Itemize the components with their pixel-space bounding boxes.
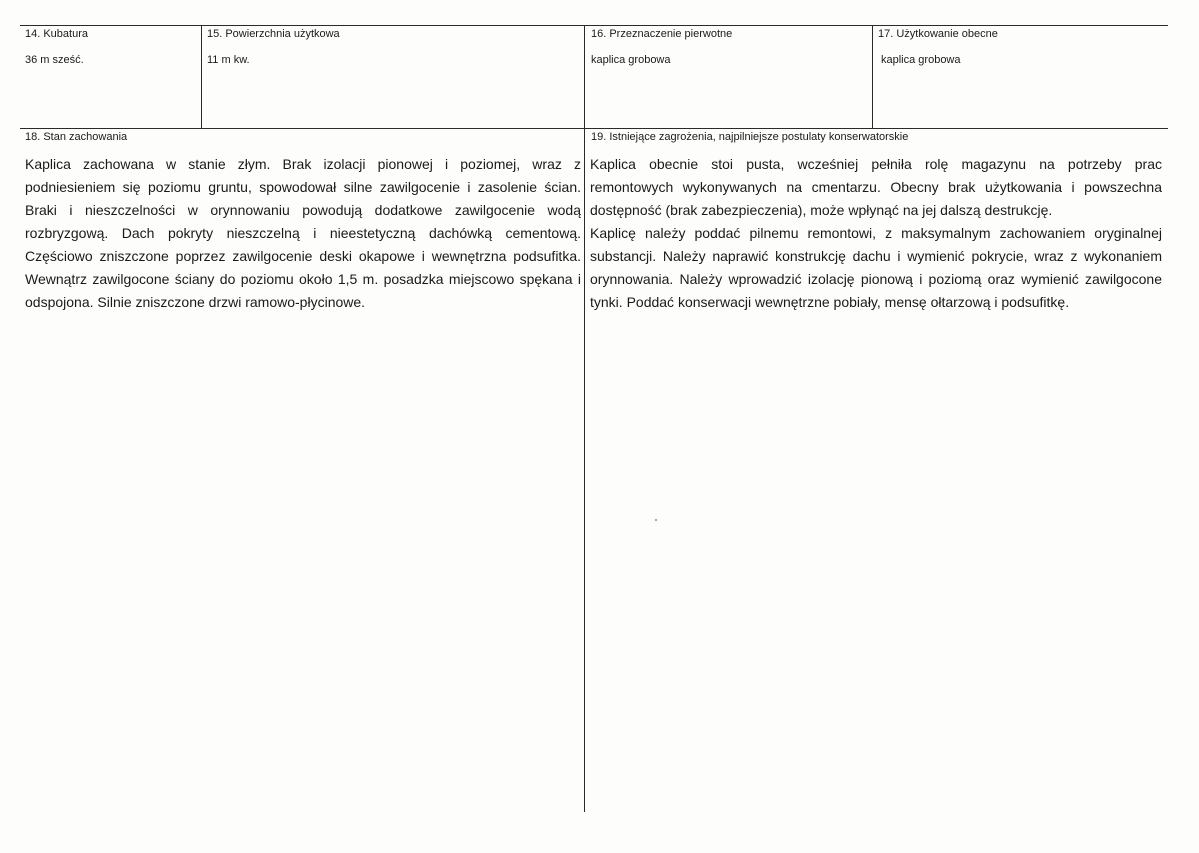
cell-18-line: Częściowo zniszczone poprzez zawilgocenie deski okapowe i wewnętrzna podsufitka. <box>25 248 581 264</box>
cell-19-line: dostępność (brak zabezpieczenia), może wpłynąć na jej dalszą destrukcję. <box>590 202 1053 218</box>
cell-15-label: 15. Powierzchnia użytkowa <box>207 28 340 40</box>
cell-17-value: kaplica grobowa <box>881 54 961 66</box>
cell-18-paragraph <box>25 153 581 314</box>
cell-19-line: orynnowania. Należy wprowadzić izolację pionową i poziomą oraz wymienić zawilgocone <box>590 271 1162 287</box>
cell-18-line: Wewnątrz zawilgocone ściany do poziomu około 1,5 m. posadzka miejscowo spękana i <box>25 271 581 287</box>
cell-19-line: Kaplicę należy poddać pilnemu remontowi, z maksymalnym zachowaniem oryginalnej <box>590 225 1162 241</box>
cell-14-value: 36 m sześć. <box>25 54 84 66</box>
cell-15-value: 11 m kw. <box>207 54 250 66</box>
cell-18-line: odspojona. Silnie zniszczone drzwi ramowo-płycinowe. <box>25 294 366 310</box>
cell-18-label: 18. Stan zachowania <box>25 131 128 143</box>
cell-18-line: Braki i nieszczelności w orynnowaniu powodują dodatkowe zawilgocenie wodą <box>25 202 581 218</box>
column-divider-main <box>584 25 585 812</box>
cell-16-value: kaplica grobowa <box>591 54 671 66</box>
cell-19-line: remontowych wykonywanych na cmentarzu. Obecny brak użytkowania i powszechna <box>590 179 1162 195</box>
cell-19-label: 19. Istniejące zagrożenia, najpilniejsze postulaty konserwatorskie <box>591 131 909 143</box>
column-divider-14-15 <box>201 25 202 129</box>
cell-19-line: substancji. Należy naprawić konstrukcję dachu i wymienić pokrycie, wraz z wykonaniem <box>590 248 1162 264</box>
cell-18-line: podniesieniem się poziomu gruntu, spowodował silne zawilgocenie i zasolenie ścian. <box>25 179 581 195</box>
cell-19-paragraph <box>590 153 1162 314</box>
row-divider-line <box>20 128 1168 129</box>
cell-14-label: 14. Kubatura <box>25 28 88 40</box>
cell-16-label: 16. Przeznaczenie pierwotne <box>591 28 733 40</box>
cell-18-line: Kaplica zachowana w stanie złym. Brak izolacji pionowej i poziomej, wraz z <box>25 156 581 172</box>
cell-17-label: 17. Użytkowanie obecne <box>878 28 998 40</box>
cell-19-line: tynki. Poddać konserwacji wewnętrzne pobiały, mensę ołtarzową i podsufitkę. <box>590 294 1070 310</box>
column-divider-16-17 <box>872 25 873 129</box>
top-border-line <box>20 25 1168 26</box>
cell-19-line: Kaplica obecnie stoi pusta, wcześniej pełniła rolę magazynu na potrzeby prac <box>590 156 1162 172</box>
scan-speck <box>655 519 657 521</box>
cell-18-line: rozbryzgową. Dach pokryty nieszczelną i nieestetyczną dachówką cementową. <box>25 225 581 241</box>
